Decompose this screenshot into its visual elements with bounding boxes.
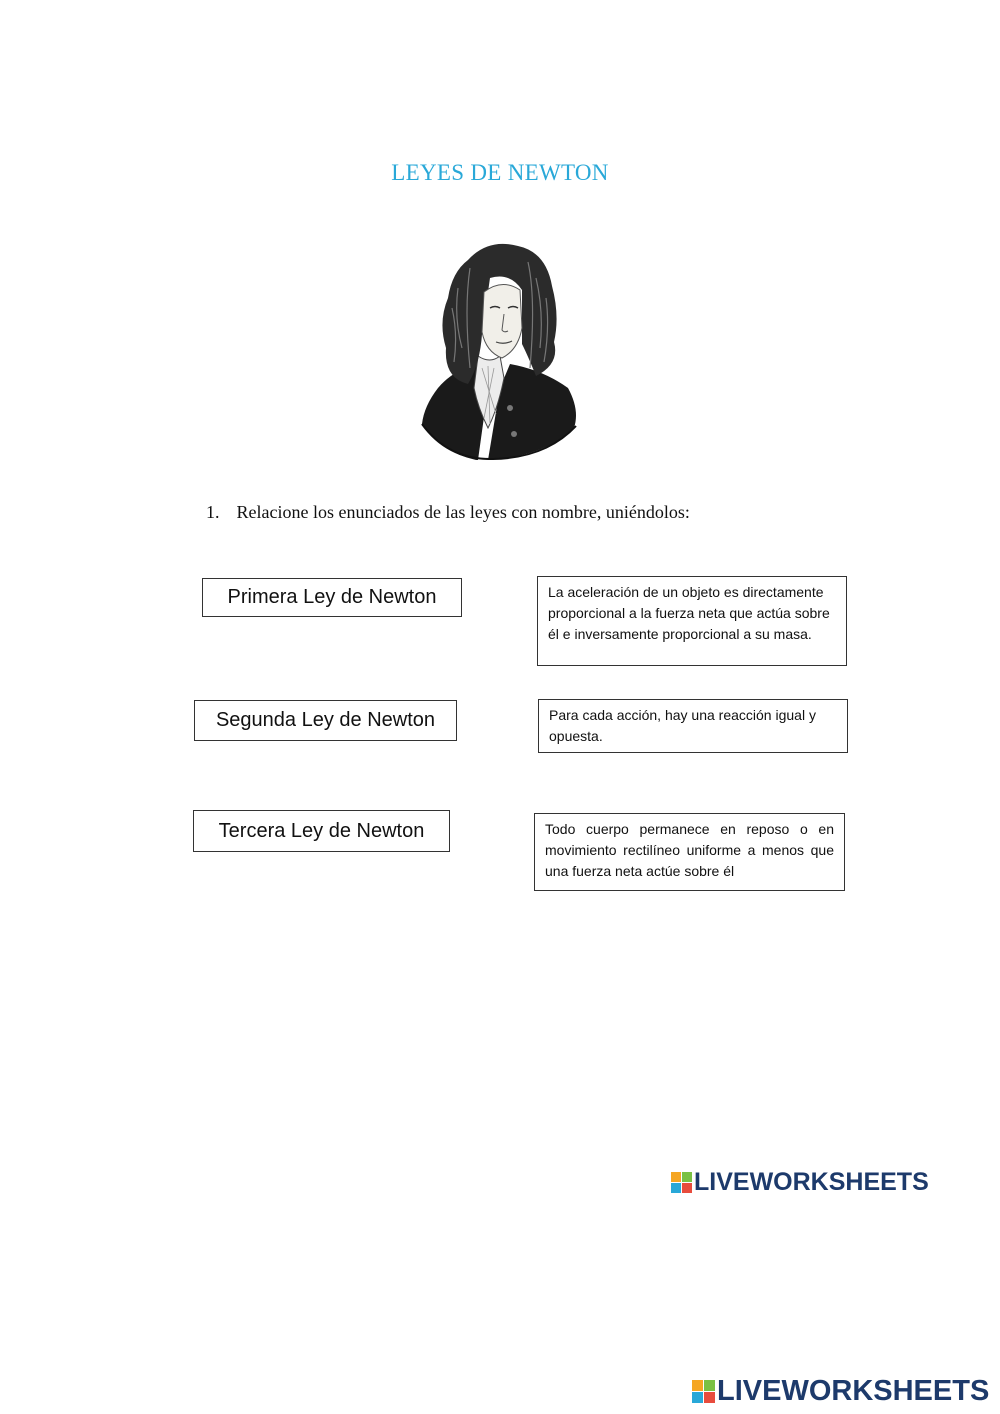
- law-name-label: Segunda Ley de Newton: [215, 709, 436, 731]
- newton-portrait-image: [418, 238, 580, 460]
- law-name-label: Tercera Ley de Newton: [218, 819, 425, 842]
- logo-tiles-icon: [671, 1172, 692, 1193]
- law-statement-box-aceleracion[interactable]: [537, 576, 847, 666]
- law-name-label: Primera Ley de Newton: [227, 586, 437, 608]
- law-statement-text: La aceleración de un objeto es directamente proporcional a la fuerza neta que actúa sobre él e inversamente proporcional a su masa.: [548, 584, 830, 642]
- law-statement-box-accion-reaccion[interactable]: [538, 699, 848, 753]
- liveworksheets-logo-footer: [692, 1375, 989, 1408]
- logo-tiles-icon: [692, 1380, 715, 1403]
- law-name-box-primera[interactable]: [202, 578, 462, 617]
- law-statement-text: Todo cuerpo permanece en reposo o en movimiento rectilíneo uniforme a menos que una fuerza neta actúe sobre él: [545, 821, 834, 879]
- logo-text: LIVEWORKSHEETS: [717, 1375, 990, 1407]
- law-name-box-tercera[interactable]: [193, 810, 450, 852]
- instruction-text: Relacione los enunciados de las leyes con nombre, uniéndolos:: [236, 502, 690, 522]
- exercise-instruction: [206, 502, 690, 523]
- liveworksheets-logo: [671, 1168, 929, 1197]
- law-statement-text: Para cada acción, hay una reacción igual y opuesta.: [549, 707, 816, 744]
- logo-text: LIVEWORKSHEETS: [694, 1168, 929, 1196]
- law-statement-box-inercia[interactable]: [534, 813, 845, 891]
- law-name-box-segunda[interactable]: [194, 700, 457, 741]
- instruction-number: 1.: [206, 502, 220, 522]
- page-title: LEYES DE NEWTON: [391, 160, 609, 185]
